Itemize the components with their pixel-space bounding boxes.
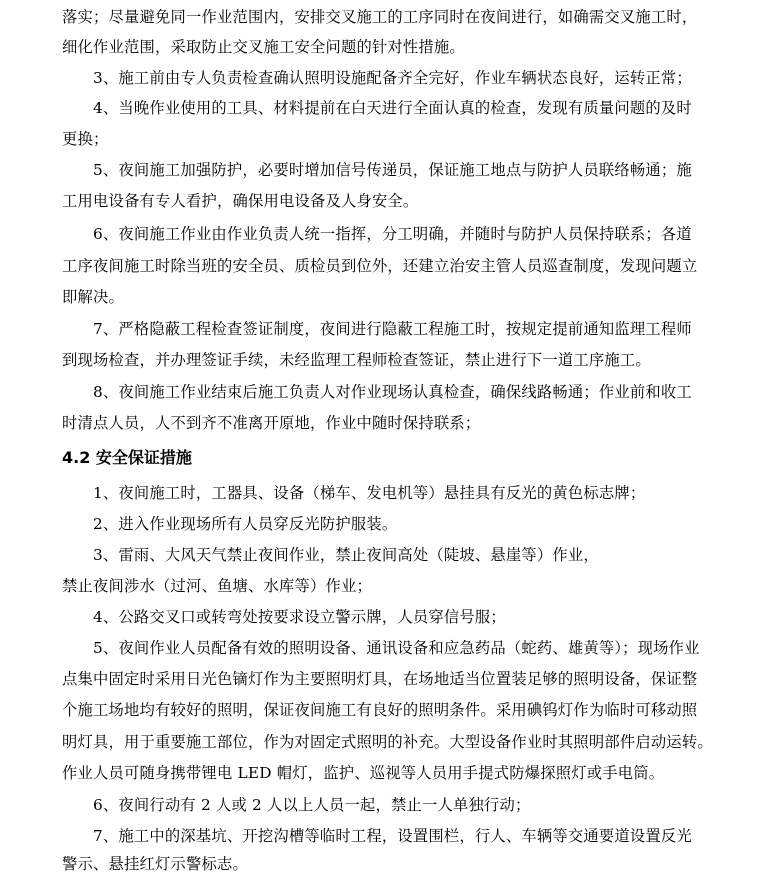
paragraph-line: 6、夜间行动有 2 人或 2 人以上人员一起，禁止一人单独行动； (93, 796, 531, 814)
paragraph-line: 8、夜间施工作业结束后施工负责人对作业现场认真检查，确保线路畅通；作业前和收工 (93, 383, 692, 401)
paragraph-line: 时清点人员，人不到齐不准离开原地，作业中随时保持联系； (62, 414, 481, 432)
paragraph-line: 6、夜间施工作业由作业负责人统一指挥，分工明确，并随时与防护人员保持联系；各道 (93, 225, 692, 243)
paragraph-line: 5、夜间作业人员配备有效的照明设备、通讯设备和应急药品（蛇药、雄黄等）；现场作业 (93, 639, 700, 657)
paragraph-line: 警示、悬挂红灯示警标志。 (62, 855, 248, 873)
paragraph-line: 7、严格隐蔽工程检查签证制度，夜间进行隐蔽工程施工时，按规定提前通知监理工程师 (93, 320, 692, 338)
section-heading: 4.2 安全保证措施 (62, 448, 192, 467)
paragraph-line: 工用电设备有专人看护，确保用电设备及人身安全。 (62, 192, 419, 210)
paragraph-line: 到现场检查，并办理签证手续，未经监理工程师检查签证，禁止进行下一道工序施工。 (62, 351, 651, 369)
paragraph-line: 明灯具，用于重要施工部位，作为对固定式照明的补充。大型设备作业时其照明部件启动运转。 (62, 733, 713, 751)
paragraph-line: 2、进入作业现场所有人员穿反光防护服装。 (93, 515, 398, 533)
paragraph-line: 点集中固定时采用日光色镝灯作为主要照明灯具，在场地适当位置装足够的照明设备，保证整 (62, 670, 698, 688)
paragraph-line: 5、夜间施工加强防护，必要时增加信号传递员，保证施工地点与防护人员联络畅通；施 (93, 161, 692, 179)
paragraph-line: 即解决。 (62, 288, 124, 306)
paragraph-line: 7、施工中的深基坑、开挖沟槽等临时工程，设置围栏，行人、车辆等交通要道设置反光 (93, 827, 692, 845)
paragraph-line: 作业人员可随身携带锂电 LED 帽灯，监护、巡视等人员用手提式防爆探照灯或手电筒。 (62, 764, 665, 782)
paragraph-line: 工序夜间施工时除当班的安全员、质检员到位外，还建立治安主管人员巡查制度，发现问题立 (62, 257, 698, 275)
paragraph-line: 禁止夜间涉水（过河、鱼塘、水库等）作业； (62, 577, 372, 595)
paragraph-line: 4、公路交叉口或转弯处按要求设立警示牌，人员穿信号服； (93, 608, 506, 626)
paragraph-line: 1、夜间施工时，工器具、设备（梯车、发电机等）悬挂具有反光的黄色标志牌； (93, 484, 646, 502)
paragraph-line: 落实；尽量避免同一作业范围内，安排交叉施工的工序同时在夜间进行，如确需交叉施工时， (62, 8, 698, 26)
paragraph-line: 个施工场地均有较好的照明，保证夜间施工有良好的照明条件。采用碘钨灯作为临时可移动照 (62, 701, 698, 719)
paragraph-line: 4、当晚作业使用的工具、材料提前在白天进行全面认真的检查，发现有质量问题的及时 (93, 99, 692, 117)
paragraph-line: 3、雷雨、大风天气禁止夜间作业，禁止夜间高处（陡坡、悬崖等）作业， (93, 546, 599, 564)
paragraph-line: 3、施工前由专人负责检查确认照明设施配备齐全完好，作业车辆状态良好，运转正常； (93, 69, 692, 87)
paragraph-line: 更换； (62, 130, 109, 148)
paragraph-line: 细化作业范围，采取防止交叉施工安全问题的针对性措施。 (62, 38, 465, 56)
